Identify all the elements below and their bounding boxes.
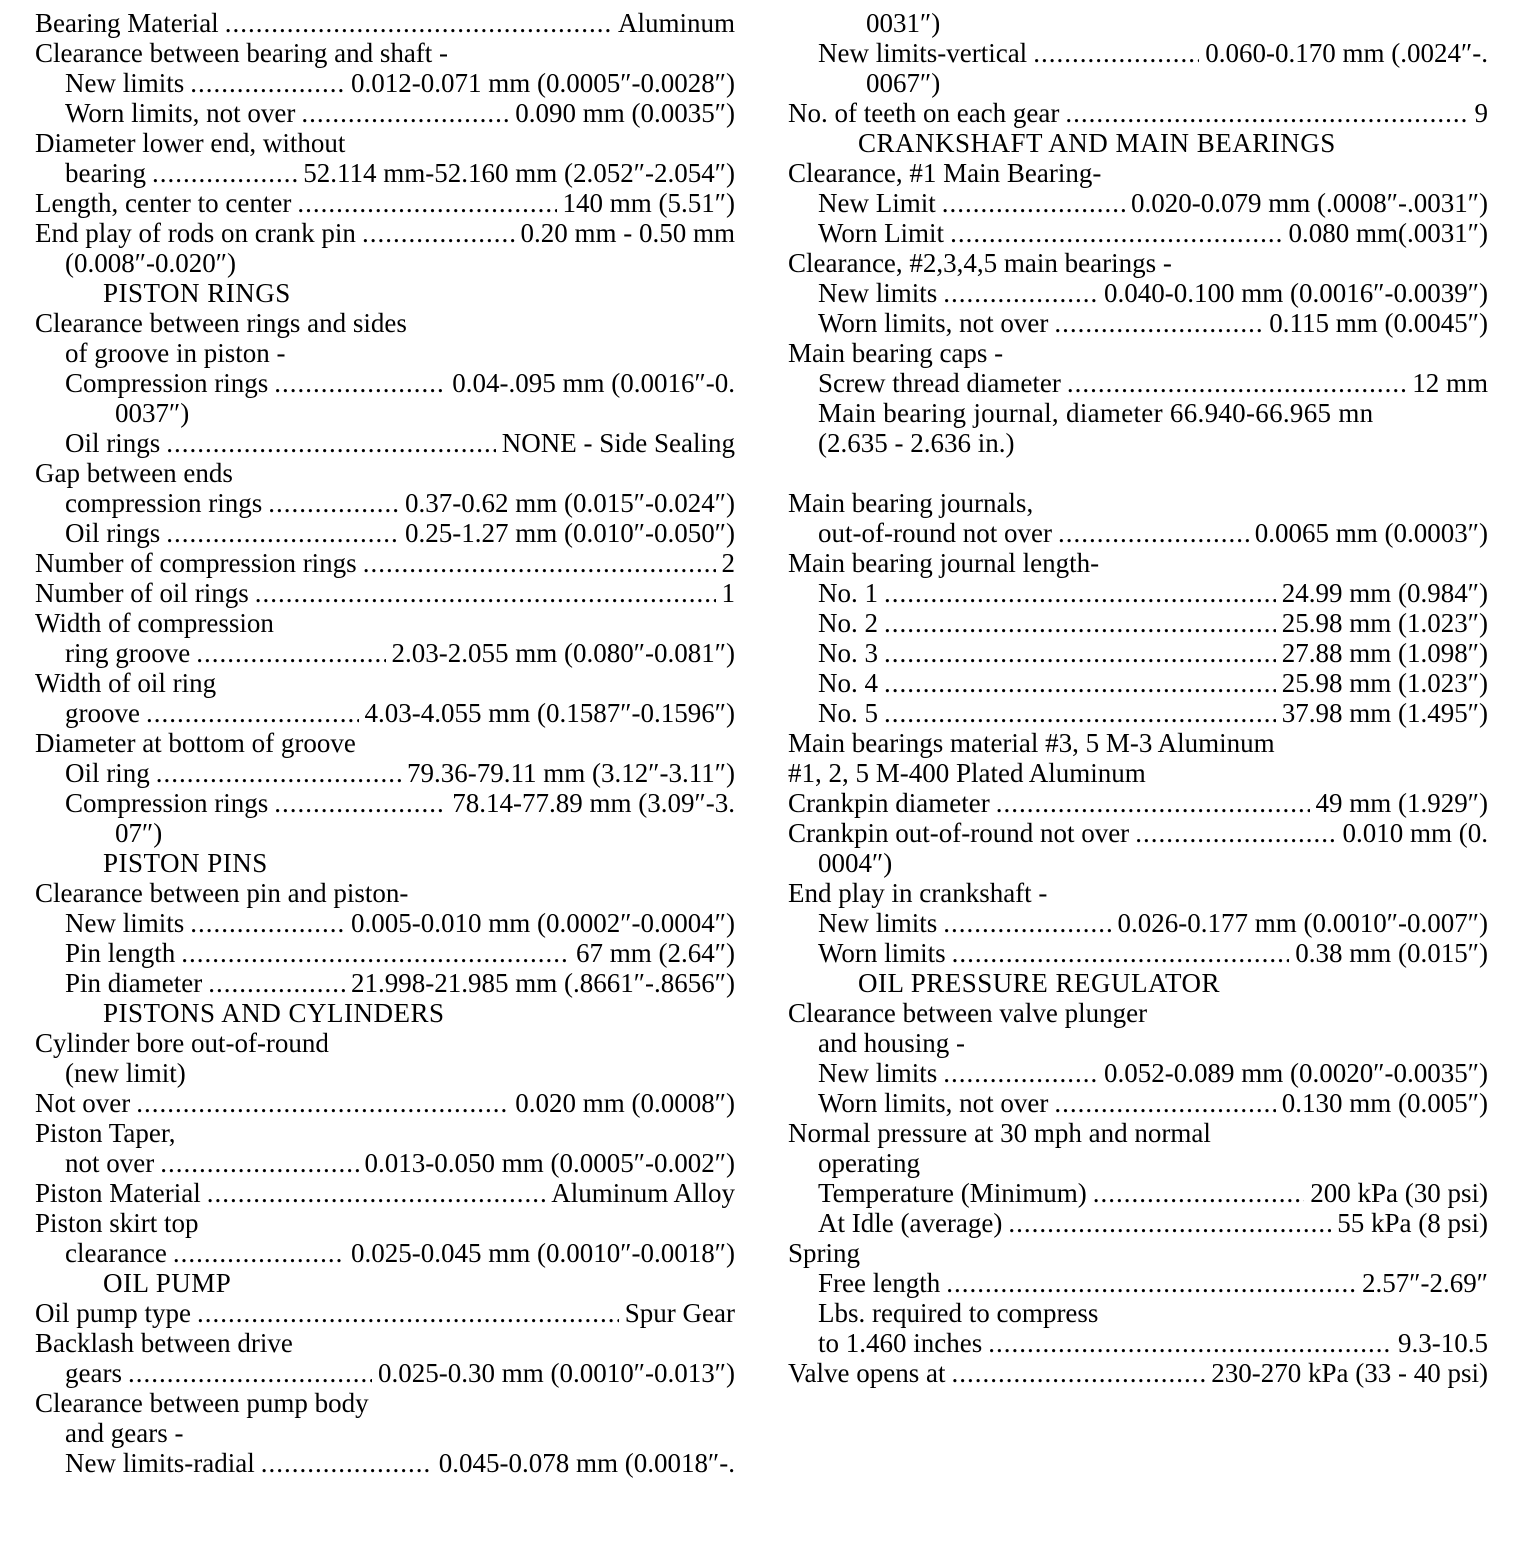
spec-text: #1, 2, 5 M-400 Plated Aluminum [788, 758, 1146, 788]
spec-value: 230-270 kPa (33 - 40 psi) [1211, 1358, 1488, 1388]
spec-row [35, 488, 735, 518]
spec-text: End play in crankshaft - [788, 878, 1048, 908]
spec-label: Length, center to center [35, 188, 292, 218]
leader-dots [261, 1448, 433, 1478]
spec-text: of groove in piston - [65, 338, 286, 368]
spec-value: 0.012-0.071 mm (0.0005″-0.0028″) [351, 68, 735, 98]
leader-dots [190, 68, 345, 98]
section-heading: PISTON PINS [103, 848, 268, 878]
spec-value: 21.998-21.985 mm (.8661″-.8656″) [351, 968, 735, 998]
spec-label: Worn limits, not over [818, 308, 1049, 338]
spec-label: Valve opens at [788, 1358, 946, 1388]
spec-text: 0037″) [115, 398, 190, 428]
spec-value: 0.25-1.27 mm (0.010″-0.050″) [405, 518, 735, 548]
section-heading: PISTONS AND CYLINDERS [103, 998, 445, 1028]
spec-value: 0.080 mm(.0031″) [1288, 218, 1488, 248]
spec-value: 0.005-0.010 mm (0.0002″-0.0004″) [351, 908, 735, 938]
spec-label: Temperature (Minimum) [818, 1178, 1087, 1208]
spec-label: New limits [818, 1058, 938, 1088]
spec-label: Piston Material [35, 1178, 201, 1208]
spec-row [788, 698, 1488, 728]
spec-row [35, 218, 735, 248]
spec-row [788, 518, 1488, 548]
spec-label: New limits [65, 908, 185, 938]
spec-label: Crankpin diameter [788, 788, 990, 818]
spec-row [35, 1298, 735, 1328]
spec-text: Clearance, #1 Main Bearing- [788, 158, 1102, 188]
spec-value: 0.0065 mm (0.0003″) [1254, 518, 1488, 548]
spec-value: 0.130 mm (0.005″) [1281, 1088, 1488, 1118]
spec-row [788, 278, 1488, 308]
leader-dots [197, 1298, 619, 1328]
spec-text: (2.635 - 2.636 in.) [818, 428, 1015, 458]
spec-label: No. 5 [818, 698, 878, 728]
spec-row [788, 98, 1488, 128]
spec-label: Not over [35, 1088, 131, 1118]
spec-row [35, 1238, 735, 1268]
leader-dots [1135, 818, 1336, 848]
spec-row [788, 218, 1488, 248]
spec-value: 0.38 mm (0.015″) [1295, 938, 1488, 968]
leader-dots [942, 188, 1125, 218]
spec-row [788, 638, 1488, 668]
spec-label: clearance [65, 1238, 167, 1268]
leader-dots [362, 218, 515, 248]
leader-dots [181, 938, 570, 968]
leader-dots [128, 1358, 372, 1388]
leader-dots [152, 158, 297, 188]
spec-row [35, 788, 735, 818]
leader-dots [190, 908, 345, 938]
spec-value: 49 mm (1.929″) [1315, 788, 1488, 818]
leader-dots [196, 638, 385, 668]
leader-dots [1054, 1088, 1275, 1118]
right-column [788, 8, 1488, 1388]
spec-label: Oil pump type [35, 1298, 191, 1328]
spec-text: Spring [788, 1238, 861, 1268]
spec-text: 0031″) [866, 8, 941, 38]
spec-text: Clearance between rings and sides [35, 308, 407, 338]
spec-value: 55 kPa (8 psi) [1337, 1208, 1488, 1238]
spec-value: 0.025-0.045 mm (0.0010″-0.0018″) [351, 1238, 735, 1268]
spec-text: Main bearing journal, diameter 66.940-66.965 mn [818, 398, 1374, 428]
spec-text: Clearance, #2,3,4,5 main bearings - [788, 248, 1172, 278]
spec-row [35, 578, 735, 608]
section-heading: PISTON RINGS [103, 278, 291, 308]
spec-text: Main bearings material #3, 5 M-3 Aluminum [788, 728, 1275, 758]
spec-label: gears [65, 1358, 122, 1388]
leader-dots [146, 698, 359, 728]
spec-row [788, 1178, 1488, 1208]
spec-text: operating [818, 1148, 920, 1178]
spec-row [35, 1148, 735, 1178]
spec-label: Worn limits [818, 938, 946, 968]
leader-dots [173, 1238, 345, 1268]
spec-value: NONE - Side Sealing [501, 428, 735, 458]
leader-dots [951, 1358, 1205, 1388]
spec-text: Diameter lower end, without [35, 128, 346, 158]
spec-label: At Idle (average) [818, 1208, 1003, 1238]
spec-label: No. of teeth on each gear [788, 98, 1060, 128]
spec-label: Crankpin out-of-round not over [788, 818, 1130, 848]
spec-value: 0.060-0.170 mm (.0024″-. [1205, 38, 1488, 68]
section-heading: OIL PUMP [103, 1268, 232, 1298]
spec-value: Aluminum Alloy [551, 1178, 735, 1208]
spec-label: out-of-round not over [818, 518, 1052, 548]
spec-value: Aluminum [617, 8, 735, 38]
spec-label: Pin length [65, 938, 176, 968]
spec-label: No. 2 [818, 608, 878, 638]
leader-dots [884, 638, 1276, 668]
spec-row [35, 428, 735, 458]
spec-value: 0.04-.095 mm (0.0016″-0. [452, 368, 735, 398]
spec-label: No. 4 [818, 668, 878, 698]
spec-text: Clearance between valve plunger [788, 998, 1148, 1028]
spec-value: 0.020 mm (0.0008″) [515, 1088, 735, 1118]
spec-label: New limits-vertical [818, 38, 1028, 68]
spec-label: Screw thread diameter [818, 368, 1061, 398]
spec-row [35, 1448, 735, 1478]
spec-value: 4.03-4.055 mm (0.1587″-0.1596″) [364, 698, 735, 728]
spec-text: Backlash between drive [35, 1328, 293, 1358]
spec-label: Oil rings [65, 518, 161, 548]
spec-row [35, 968, 735, 998]
leader-dots [943, 278, 1098, 308]
leader-dots [943, 1058, 1098, 1088]
spec-label: Oil ring [65, 758, 150, 788]
section-heading: OIL PRESSURE REGULATOR [858, 968, 1221, 998]
section-heading: CRANKSHAFT AND MAIN BEARINGS [858, 128, 1336, 158]
spec-text: Piston Taper, [35, 1118, 176, 1148]
spec-label: End play of rods on crank pin [35, 218, 356, 248]
spec-text: 0067″) [866, 68, 941, 98]
leader-dots [166, 518, 399, 548]
spec-text: Main bearing journals, [788, 488, 1034, 518]
spec-value: 2 [721, 548, 735, 578]
spec-label: New limits [65, 68, 185, 98]
leader-dots [166, 428, 496, 458]
spec-value: 79.36-79.11 mm (3.12″-3.11″) [407, 758, 735, 788]
spec-row [35, 908, 735, 938]
spec-row [788, 668, 1488, 698]
leader-dots [1008, 1208, 1331, 1238]
spec-row [788, 368, 1488, 398]
spec-value: 52.114 mm-52.160 mm (2.052″-2.054″) [303, 158, 735, 188]
spec-row [788, 1268, 1488, 1298]
spec-text: 07″) [115, 818, 163, 848]
spec-row [35, 938, 735, 968]
leader-dots [988, 1328, 1392, 1358]
leader-dots [301, 98, 509, 128]
spec-row [788, 188, 1488, 218]
spec-label: to 1.460 inches [818, 1328, 983, 1358]
leader-dots [1054, 308, 1263, 338]
spec-row [35, 1088, 735, 1118]
spec-value: 0.045-0.078 mm (0.0018″-. [438, 1448, 735, 1478]
spec-label: Pin diameter [65, 968, 203, 998]
spec-label: Bearing Material [35, 8, 219, 38]
spec-value: Spur Gear [624, 1298, 735, 1328]
spec-label: Worn Limit [818, 218, 945, 248]
leader-dots [1067, 368, 1406, 398]
spec-row [788, 908, 1488, 938]
spec-text: (new limit) [65, 1058, 186, 1088]
spec-row [35, 638, 735, 668]
leader-dots [884, 668, 1276, 698]
spec-value: 37.98 mm (1.495″) [1281, 698, 1488, 728]
leader-dots [274, 788, 446, 818]
spec-row [788, 578, 1488, 608]
spec-label: New Limit [818, 188, 936, 218]
leader-dots [1058, 518, 1249, 548]
leader-dots [136, 1088, 509, 1118]
spec-label: Number of oil rings [35, 578, 249, 608]
spec-row [35, 68, 735, 98]
spec-text: Gap between ends [35, 458, 233, 488]
spec-label: bearing [65, 158, 146, 188]
spec-text: Diameter at bottom of groove [35, 728, 356, 758]
spec-row [788, 608, 1488, 638]
leader-dots [950, 218, 1282, 248]
spec-text: Main bearing caps - [788, 338, 1004, 368]
leader-dots [884, 698, 1276, 728]
spec-label: Worn limits, not over [65, 98, 296, 128]
leader-dots [946, 1268, 1356, 1298]
spec-value: 25.98 mm (1.023″) [1281, 668, 1488, 698]
spec-row [788, 1208, 1488, 1238]
leader-dots [160, 1148, 358, 1178]
leader-dots [255, 578, 716, 608]
leader-dots [996, 788, 1310, 818]
spec-row [35, 188, 735, 218]
spec-value: 0.37-0.62 mm (0.015″-0.024″) [405, 488, 735, 518]
spec-value: 78.14-77.89 mm (3.09″-3. [452, 788, 735, 818]
spec-label: New limits [818, 908, 938, 938]
spec-row [35, 548, 735, 578]
leader-dots [225, 8, 612, 38]
spec-row [788, 788, 1488, 818]
leader-dots [274, 368, 446, 398]
leader-dots [884, 578, 1276, 608]
spec-row [788, 818, 1488, 848]
spec-label: Free length [818, 1268, 941, 1298]
spec-value: 0.020-0.079 mm (.0008″-.0031″) [1131, 188, 1488, 218]
spec-text: and gears - [65, 1418, 184, 1448]
spec-row [35, 758, 735, 788]
spec-text: Width of compression [35, 608, 274, 638]
spec-label: New limits-radial [65, 1448, 255, 1478]
spec-value: 0.090 mm (0.0035″) [515, 98, 735, 128]
spec-text: Piston skirt top [35, 1208, 199, 1238]
spec-value: 0.20 mm - 0.50 mm [520, 218, 735, 248]
spec-value: 0.013-0.050 mm (0.0005″-0.002″) [364, 1148, 735, 1178]
spec-text: Normal pressure at 30 mph and normal [788, 1118, 1211, 1148]
spec-text: and housing - [818, 1028, 965, 1058]
spec-label: Compression rings [65, 788, 269, 818]
spec-label: not over [65, 1148, 155, 1178]
leader-dots [952, 938, 1290, 968]
spec-row [788, 1088, 1488, 1118]
spec-value: 2.03-2.055 mm (0.080″-0.081″) [391, 638, 735, 668]
spec-label: Oil rings [65, 428, 161, 458]
spec-label: Worn limits, not over [818, 1088, 1049, 1118]
leader-dots [1065, 98, 1468, 128]
spec-value: 25.98 mm (1.023″) [1281, 608, 1488, 638]
spec-row [788, 38, 1488, 68]
spacer [788, 458, 1488, 488]
spec-value: 0.026-0.177 mm (0.0010″-0.007″) [1117, 908, 1488, 938]
leader-dots [208, 968, 345, 998]
spec-text: (0.008″-0.020″) [65, 248, 236, 278]
spec-text: Main bearing journal length- [788, 548, 1100, 578]
spec-label: Number of compression rings [35, 548, 357, 578]
spec-label: compression rings [65, 488, 263, 518]
spec-row [788, 308, 1488, 338]
spec-value: 27.88 mm (1.098″) [1281, 638, 1488, 668]
spec-value: 0.025-0.30 mm (0.0010″-0.013″) [378, 1358, 735, 1388]
leader-dots [363, 548, 716, 578]
spec-value: 1 [721, 578, 735, 608]
leader-dots [1033, 38, 1199, 68]
leader-dots [1093, 1178, 1304, 1208]
leader-dots [297, 188, 556, 218]
leader-dots [884, 608, 1276, 638]
spec-label: New limits [818, 278, 938, 308]
spec-row [788, 1058, 1488, 1088]
leader-dots [268, 488, 399, 518]
spec-row [35, 8, 735, 38]
spec-row [35, 698, 735, 728]
spec-text: Lbs. required to compress [818, 1298, 1099, 1328]
spec-row [35, 1358, 735, 1388]
spec-row [35, 518, 735, 548]
spec-row [35, 368, 735, 398]
spec-text: Clearance between pump body [35, 1388, 369, 1418]
spec-row [788, 1328, 1488, 1358]
spec-value: 9 [1474, 98, 1488, 128]
spec-row [35, 98, 735, 128]
spec-text: 0004″) [818, 848, 893, 878]
spec-label: Compression rings [65, 368, 269, 398]
spec-value: 12 mm [1412, 368, 1488, 398]
spec-text: Clearance between pin and piston- [35, 878, 409, 908]
spec-text: Cylinder bore out-of-round [35, 1028, 329, 1058]
spec-row [788, 938, 1488, 968]
leader-dots [943, 908, 1111, 938]
spec-label: No. 1 [818, 578, 878, 608]
spec-value: 2.57″-2.69″ [1362, 1268, 1488, 1298]
spec-label: groove [65, 698, 140, 728]
spec-value: 0.115 mm (0.0045″) [1269, 308, 1488, 338]
spec-value: 0.010 mm (0. [1342, 818, 1488, 848]
spec-row [35, 1178, 735, 1208]
spec-value: 0.052-0.089 mm (0.0020″-0.0035″) [1104, 1058, 1488, 1088]
spec-label: ring groove [65, 638, 191, 668]
spec-row [35, 158, 735, 188]
spec-value: 67 mm (2.64″) [576, 938, 735, 968]
spec-value: 200 kPa (30 psi) [1310, 1178, 1488, 1208]
spec-value: 140 mm (5.51″) [562, 188, 735, 218]
spec-text: Clearance between bearing and shaft - [35, 38, 449, 68]
leader-dots [156, 758, 401, 788]
spec-value: 0.040-0.100 mm (0.0016″-0.0039″) [1104, 278, 1488, 308]
spec-text: Width of oil ring [35, 668, 217, 698]
left-column [35, 8, 735, 1478]
spec-label: No. 3 [818, 638, 878, 668]
leader-dots [207, 1178, 545, 1208]
spec-value: 9.3-10.5 [1398, 1328, 1488, 1358]
spec-value: 24.99 mm (0.984″) [1281, 578, 1488, 608]
spec-row [788, 1358, 1488, 1388]
